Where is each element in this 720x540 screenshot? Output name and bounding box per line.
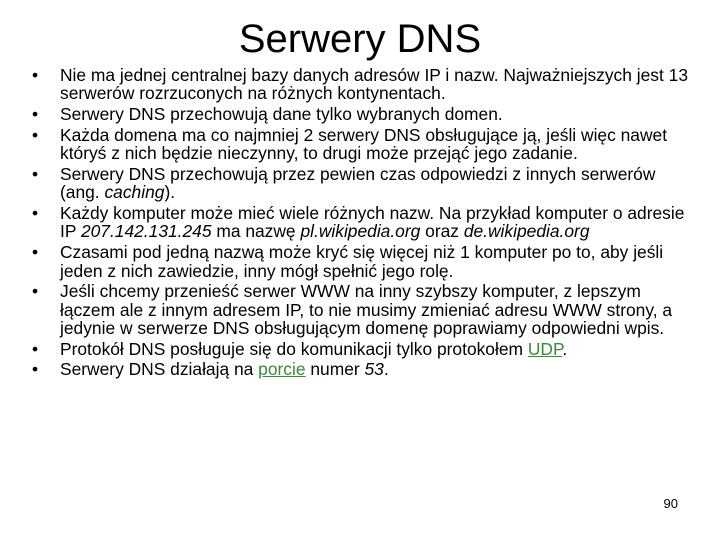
caching-term: caching xyxy=(104,182,165,203)
bullet-item-7 xyxy=(32,282,692,337)
bullet-item-3 xyxy=(32,126,692,163)
hostname-pl: pl.wikipedia.org xyxy=(300,221,421,242)
bullet-item-1 xyxy=(32,66,692,103)
bullet-marker: • xyxy=(32,242,39,263)
hostname-de: de.wikipedia.org xyxy=(463,221,590,242)
bullet-item-5 xyxy=(32,204,692,241)
bullet-item-8 xyxy=(32,340,692,358)
bullet-text: Serwery DNS przechowują dane tylko wybranych domen. xyxy=(60,104,503,125)
bullet-text: Każda domena ma co najmniej 2 serwery DNS obsługujące ją, jeśli więc nawet któryś z nich będzie nieczynny, to drugi może przejąć jego zadanie. xyxy=(60,124,668,164)
bullet-item-9 xyxy=(32,360,692,378)
port-number: 53 xyxy=(364,359,384,380)
port-link[interactable]: porcie xyxy=(258,359,306,380)
bullet-text: Serwery DNS przechowują przez pewien czas odpowiedzi z innych serwerów (ang. xyxy=(60,163,656,203)
slide-title: Serwery DNS xyxy=(238,17,482,61)
bullet-marker: • xyxy=(32,281,39,302)
bullet-marker: • xyxy=(32,163,39,184)
bullet-text: Każdy komputer może mieć wiele różnych nazw. Na przykład komputer o adresie IP xyxy=(60,203,685,242)
bullet-marker: • xyxy=(32,338,39,359)
udp-link[interactable]: UDP xyxy=(527,338,563,359)
bullet-marker: • xyxy=(32,203,39,224)
bullet-marker: • xyxy=(32,65,39,85)
bullet-list xyxy=(32,66,692,381)
bullet-marker: • xyxy=(32,124,39,145)
bullet-text-tail: ). xyxy=(164,182,176,203)
bullet-marker: • xyxy=(32,104,39,125)
bullet-item-2 xyxy=(32,105,692,123)
bullet-text: Protokół DNS posługuje się do komunikacji tylko protokołem xyxy=(60,338,528,359)
bullet-text-tail: . xyxy=(562,338,568,359)
bullet-text: ma nazwę xyxy=(211,221,301,242)
page-number: 90 xyxy=(663,496,678,511)
ip-address: 207.142.131.245 xyxy=(80,221,212,242)
bullet-text: Serwery DNS działają na xyxy=(60,359,259,380)
bullet-text: numer xyxy=(305,359,365,380)
bullet-text: Jeśli chcemy przenieść serwer WWW na inny szybszy komputer, z lepszym łączem ale z innym adresem IP, to nie musimy zmieniać adresu WWW strony, a jedynie w serwerze DNS obsługującym domenę poprawiamy odpowiedni wpis. xyxy=(60,281,673,339)
bullet-text: oraz xyxy=(420,221,464,242)
bullet-text: Czasami pod jedną nazwą może kryć się więcej niż 1 komputer po to, aby jeśli jeden z nich zawiedzie, inny mógł spełnić jego rolę. xyxy=(60,242,664,281)
bullet-marker: • xyxy=(32,359,39,380)
bullet-item-6 xyxy=(32,243,692,280)
bullet-text: Nie ma jednej centralnej bazy danych adresów IP i nazw. Najważniejszych jest 13 serwerów rozrzuconych na różnych kontynentach. xyxy=(60,65,688,104)
bullet-text-tail: . xyxy=(383,359,389,380)
bullet-item-4 xyxy=(32,165,692,202)
